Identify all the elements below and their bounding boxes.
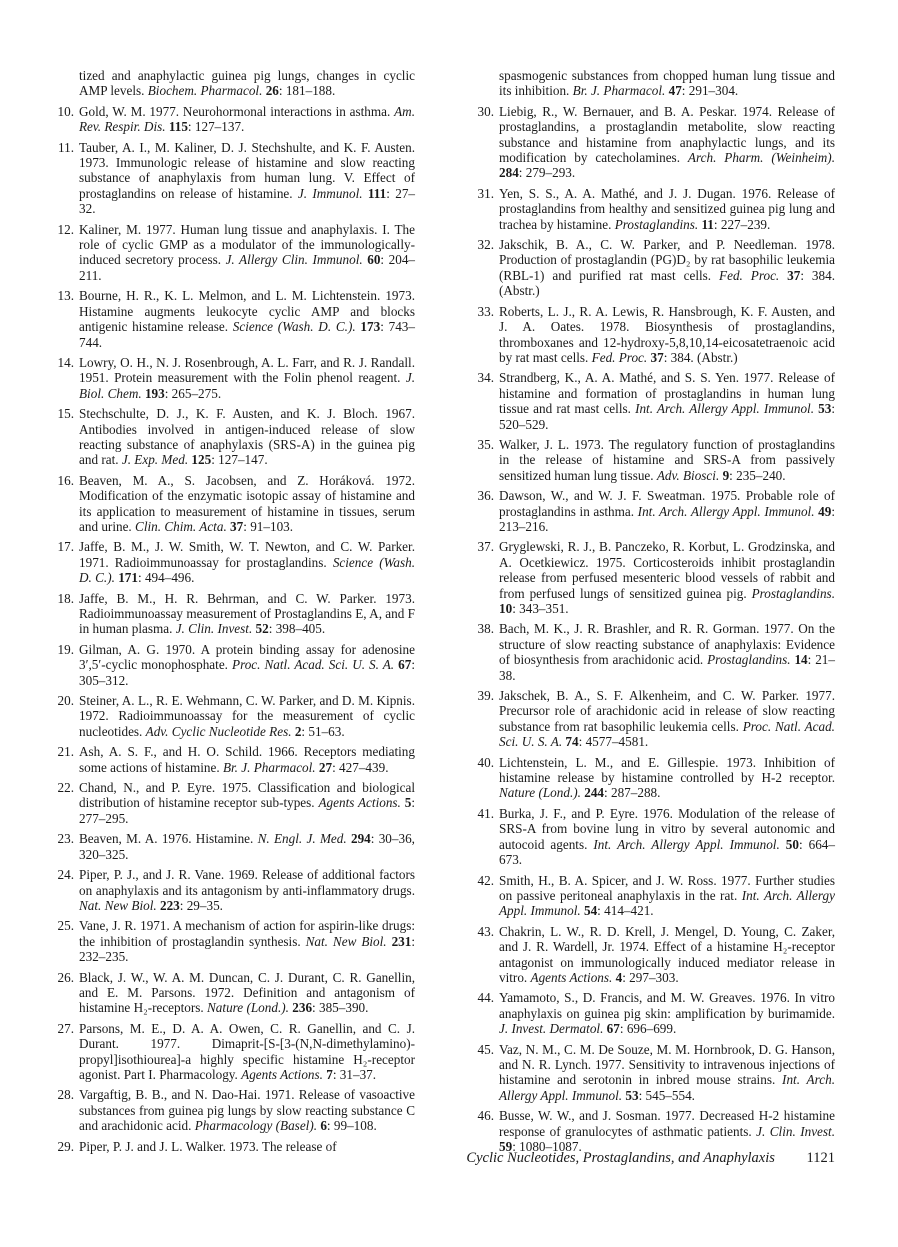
reference-text: Busse, W. W., and J. Sosman. 1977. Decreased H-2 histamine response of granulocytes of asthmatic patients. (499, 1108, 835, 1139)
reference-volume: 67 (398, 657, 412, 673)
reference-volume: 27 (318, 759, 333, 775)
reference-volume: 173 (360, 319, 381, 335)
reference-pages: : 127–137. (187, 119, 245, 135)
reference-number: 18. (57, 590, 74, 606)
reference-text: Parsons, M. E., D. A. A. Owen, C. R. Ganellin, and C. J. Durant. 1977. Dimaprit-[S-[3-(N,N-dimethylamino)-propyl]isothiourea]-a highly specific histamine H₂-receptor agonist. Part I. Pharmacology. (79, 1020, 415, 1082)
reference-journal: N. Engl. J. Med. (257, 831, 347, 847)
reference-pages: : 494–496. (137, 570, 195, 586)
reference-volume: 171 (118, 570, 138, 586)
reference-text: Gilman, A. G. 1970. A protein binding assay for adenosine 3′,5′-cyclic monophosphate. (79, 641, 415, 673)
reference-pages: : 91–103. (243, 518, 294, 534)
reference-journal: Biochem. Pharmacol. (147, 83, 263, 99)
reference-entry (52, 867, 415, 913)
reference-pages: : 696–699. (619, 1021, 677, 1037)
reference-pages: : 297–303. (622, 969, 679, 985)
reference-text: Liebig, R., W. Bernauer, and B. A. Peskar. 1974. Release of prostaglandins, a prostaglandin metabolite, slow reacting substance and histamine from anaphylactic lungs, and its modification by catecholamines. (499, 103, 835, 166)
reference-number: 36. (477, 488, 494, 504)
reference-journal: J. Exp. Med. (121, 452, 189, 468)
reference-pages: : 232–235. (79, 933, 416, 965)
reference-text: Strandberg, K., A. A. Mathé, and S. S. Yen. 1977. Release of histamine and formation of prostaglandins in human lung tissue and rat mast cells. (499, 370, 835, 417)
reference-entry (52, 473, 415, 535)
reference-text: Yamamoto, S., D. Francis, and M. W. Greaves. 1976. In vitro anaphylaxis on guinea pig skin: amplification by burimamide. (499, 990, 835, 1021)
reference-entry (472, 621, 835, 683)
reference-pages: : 1080–1087. (512, 1139, 582, 1154)
reference-journal: Fed. Proc. (591, 349, 648, 365)
reference-journal: Clin. Chim. Acta. (135, 518, 227, 534)
reference-journal: Int. Arch. Allergy Appl. Immunol. (499, 1072, 835, 1103)
reference-journal: Adv. Biosci. (656, 467, 720, 483)
reference-journal: Arch. Pharm. (Weinheim). (687, 150, 835, 166)
reference-journal: Br. J. Pharmacol. (572, 83, 666, 99)
reference-journal: J. Clin. Invest. (175, 621, 253, 637)
reference-pages: : 30–36, 320–325. (79, 831, 415, 862)
reference-journal: Agents Actions. (241, 1066, 323, 1082)
reference-pages: : 743–744. (79, 319, 415, 350)
reference-body (79, 104, 415, 135)
reference-text: Jaffe, B. M., H. R. Behrman, and C. W. Parker. 1973. Radioimmunoassay measurement of Prostaglandins E, A, and F in human plasma. (79, 590, 415, 637)
reference-pages: : 343–351. (512, 601, 569, 616)
reference-body (499, 873, 835, 919)
reference-number: 31. (477, 185, 494, 201)
reference-entry (52, 591, 415, 637)
reference-text: Piper, P. J., and J. R. Vane. 1969. Release of additional factors on anaphylaxis and its antagonism by anti-inflammatory drugs. (79, 867, 415, 898)
reference-volume: 37 (787, 267, 801, 283)
reference-journal: Prostaglandins. (751, 585, 835, 601)
reference-text: Jaffe, B. M., J. W. Smith, W. T. Newton, and C. W. Parker. 1971. Radioimmunoassay for prostaglandins. (79, 539, 415, 570)
reference-journal: Pharmacology (Basel). (194, 1118, 318, 1134)
reference-volume: 115 (168, 119, 188, 135)
reference-journal: Prostaglandins. (707, 652, 791, 668)
reference-entry (472, 806, 835, 868)
running-title: Cyclic Nucleotides, Prostaglandins, and Anaphylaxis (466, 1150, 775, 1166)
reference-entry (472, 924, 835, 986)
reference-entry (472, 437, 835, 483)
reference-journal: Int. Arch. Allergy Appl. Immunol. (593, 836, 780, 852)
reference-pages: : 384. (Abstr.) (663, 349, 738, 365)
reference-journal: Br. J. Pharmacol. (222, 759, 316, 775)
reference-body (79, 222, 415, 284)
reference-body (499, 688, 835, 750)
reference-entry (52, 1021, 415, 1083)
reference-entry (52, 970, 415, 1016)
reference-volume: 50 (785, 836, 799, 852)
reference-volume: 125 (191, 452, 212, 468)
reference-text: Bourne, H. R., K. L. Melmon, and L. M. Lichtenstein. 1973. Histamine augments leukocyte cyclic AMP and blocks antigenic histamine release. (79, 288, 415, 335)
reference-body (79, 744, 415, 775)
reference-text: Beaven, M. A. 1976. Histamine. (79, 831, 258, 847)
reference-number: 44. (477, 990, 494, 1006)
reference-text: Tauber, A. I., M. Kaliner, D. J. Stechshulte, and K. F. Austen. 1973. Immunologic release of histamine and slow reacting substance of anaphylaxis from human lung. V. Effect of prostaglandins on release of histamine. (79, 139, 415, 201)
reference-number: 22. (57, 780, 74, 796)
reference-body (499, 990, 835, 1036)
reference-text: Chand, N., and P. Eyre. 1975. Classification and biological distribution of histamine receptor sub-types. (79, 780, 415, 811)
reference-journal: Int. Arch. Allergy Appl. Immunol. (499, 887, 835, 919)
reference-journal: Science (Wash. D. C.). (232, 319, 356, 335)
reference-text: Dawson, W., and W. J. F. Sweatman. 1975. Probable role of prostaglandins in asthma. (499, 488, 835, 519)
reference-number: 34. (477, 370, 494, 386)
reference-number: 37. (477, 539, 494, 555)
reference-volume: 67 (606, 1021, 620, 1037)
reference-entry (472, 104, 835, 181)
reference-pages: : 385–390. (312, 1000, 369, 1016)
reference-volume: 11 (701, 216, 714, 232)
reference-number: 38. (477, 621, 494, 637)
reference-volume: 53 (818, 401, 832, 417)
reference-pages: : 99–108. (326, 1118, 377, 1134)
reference-entry (472, 873, 835, 919)
reference-number: 10. (57, 103, 74, 119)
reference-body (79, 693, 415, 739)
reference-entry (52, 642, 415, 688)
reference-volume: 59 (499, 1139, 513, 1154)
reference-number: 40. (477, 754, 494, 770)
reference-body (79, 355, 415, 401)
reference-body (79, 867, 415, 913)
reference-volume: 111 (367, 185, 387, 201)
reference-text: Gryglewski, R. J., B. Panczeko, R. Korbut, L. Grodzinska, and A. Ocetkiewicz. 1975. Corticosteroids inhibit prostaglandin release from perfused mesenteric blood vessels of rabbit and from perfused lungs of sensitized guinea pig. (499, 539, 835, 601)
reference-number: 13. (57, 288, 74, 304)
reference-text: Lichtenstein, L. M., and E. Gillespie. 1973. Inhibition of histamine release by histamine controlled by H-2 receptor. (499, 754, 835, 786)
reference-journal: Nat. New Biol. (79, 897, 157, 913)
reference-volume: 6 (320, 1118, 327, 1134)
reference-text: Ash, A. S. F., and H. O. Schild. 1966. Receptors mediating some actions of histamine. (79, 744, 415, 775)
reference-entry (472, 990, 835, 1036)
reference-body (79, 591, 415, 637)
reference-text: Vaz, N. M., C. M. De Souze, M. M. Hornbrook, D. G. Hanson, and N. R. Lynch. 1977. Sensitivity to intravenous injections of histamine and serotonin in inbred mouse strains. (499, 1041, 835, 1088)
reference-body (499, 237, 835, 299)
reference-pages: : 204–211. (79, 252, 416, 283)
reference-journal: Nature (Lond.). (499, 785, 581, 801)
reference-volume: 74 (565, 734, 579, 750)
reference-journal: J. Clin. Invest. (756, 1123, 835, 1139)
reference-entry (472, 237, 835, 299)
page-number: 1121 (806, 1150, 835, 1166)
reference-journal: Proc. Natl. Acad. Sci. U. S. A. (499, 718, 835, 750)
reference-journal: Agents Actions. (530, 969, 613, 985)
reference-pages: : 235–240. (729, 467, 786, 483)
reference-number: 20. (57, 693, 74, 709)
reference-journal: Fed. Proc. (719, 267, 780, 283)
reference-volume: 7 (326, 1066, 333, 1082)
reference-volume: 294 (350, 831, 371, 847)
reference-entry (472, 488, 835, 534)
reference-text: Jakschek, B. A., S. F. Alkenheim, and C. W. Parker. 1977. Precursor role of arachidonic acid in release of slow reacting substance from rat basophilic leukemia cells. (499, 688, 835, 734)
reference-body (79, 642, 415, 688)
reference-text: Burka, J. F., and P. Eyre. 1976. Modulation of the release of SRS-A from bovine lung in vitro by several autonomic and autocoid agents. (499, 805, 835, 852)
reference-journal: Adv. Cyclic Nucleotide Res. (145, 723, 292, 739)
reference-body (499, 186, 835, 232)
reference-journal: Nature (Lond.). (207, 1000, 289, 1016)
reference-journal: Prostaglandins. (614, 216, 699, 232)
reference-entry (52, 222, 415, 284)
reference-pages: : 227–239. (713, 216, 771, 232)
reference-pages: : 545–554. (638, 1087, 695, 1103)
reference-pages: : 305–312. (79, 657, 416, 688)
reference-volume: 223 (159, 897, 180, 913)
reference-journal: Am. Rev. Respir. Dis. (79, 103, 415, 135)
reference-body (79, 288, 415, 350)
reference-volume: 60 (367, 252, 381, 268)
reference-entry (472, 755, 835, 801)
reference-body (499, 1042, 835, 1104)
reference-body (499, 68, 835, 99)
reference-entry (52, 288, 415, 350)
reference-volume: 47 (668, 83, 682, 99)
reference-pages: : 414–421. (597, 903, 654, 919)
reference-body (499, 1108, 835, 1154)
reference-entry (472, 539, 835, 616)
reference-body (79, 831, 415, 862)
reference-volume: 53 (625, 1087, 639, 1103)
reference-entry (52, 539, 415, 585)
reference-body (499, 370, 835, 432)
reference-pages: : 291–304. (681, 83, 739, 99)
reference-body (79, 473, 415, 535)
reference-entry (472, 1108, 835, 1154)
reference-entry (52, 1087, 415, 1133)
reference-text: Smith, H., B. A. Spicer, and J. W. Ross. 1977. Further studies on passive peritoneal anaphylaxis in the rat. (499, 872, 835, 903)
reference-number: 33. (477, 303, 494, 319)
reference-body (499, 437, 835, 483)
reference-journal: Int. Arch. Allergy Appl. Immunol. (635, 401, 815, 417)
reference-entry (52, 693, 415, 739)
reference-body (499, 621, 835, 683)
reference-volume: 49 (818, 503, 832, 519)
reference-number: 39. (477, 688, 494, 704)
reference-text: Bach, M. K., J. R. Brashler, and R. R. Gorman. 1977. On the structure of slow reacting substance of anaphylaxis: Evidence of biosynthesis from arachidonic acid. (499, 621, 835, 668)
reference-pages: : 277–295. (79, 795, 415, 826)
reference-volume: 4 (615, 969, 623, 985)
reference-number: 28. (57, 1087, 74, 1103)
reference-number: 32. (477, 237, 494, 253)
reference-text: tized and anaphylactic guinea pig lungs, changes in cyclic AMP levels. (79, 68, 415, 99)
reference-body (499, 104, 835, 181)
reference-number: 41. (477, 805, 494, 821)
reference-entry (52, 68, 415, 99)
reference-volume: 244 (584, 785, 605, 801)
reference-number: 21. (57, 744, 74, 760)
reference-volume: 231 (391, 933, 412, 949)
reference-volume: 9 (722, 467, 730, 483)
reference-number: 46. (477, 1108, 494, 1124)
reference-pages: : 664–673. (499, 836, 835, 868)
reference-text: Vane, J. R. 1971. A mechanism of action for aspirin-like drugs: the inhibition of prostaglandin synthesis. (79, 918, 415, 949)
reference-text: Yen, S. S., A. A. Mathé, and J. J. Dugan. 1976. Release of prostaglandins from healthy and sensitized guinea pig lung and trachea by histamine. (499, 185, 835, 232)
reference-journal: Proc. Natl. Acad. Sci. U. S. A. (232, 657, 395, 673)
reference-pages: : 21–38. (499, 652, 835, 683)
reference-entry (52, 104, 415, 135)
reference-number: 24. (57, 867, 74, 883)
reference-column-left (52, 68, 415, 1159)
reference-body (499, 488, 835, 534)
reference-pages: : 181–188. (278, 83, 336, 99)
reference-text: Chakrin, L. W., R. D. Krell, J. Mengel, D. Young, C. Zaker, and J. R. Wardell, Jr. 1974. Effect of a histamine H₂-receptor antagonist on immunologically induced mediator release in vitro. (499, 923, 835, 985)
reference-text: Stechschulte, D. J., K. F. Austen, and K. J. Bloch. 1967. Antibodies involved in antigen-induced release of slow reacting substance of anaphylaxis (SRS-A) in the guinea pig and rat. (79, 406, 415, 468)
reference-number: 25. (57, 918, 74, 934)
reference-text: Piper, P. J. and J. L. Walker. 1973. The release of (79, 1138, 337, 1154)
reference-text: Beaven, M. A., S. Jacobsen, and Z. Horáková. 1972. Modification of the enzymatic isotopic assay of histamine and its application to measurement of histamine in tissues, serum and urine. (79, 472, 415, 534)
reference-volume: 5 (404, 795, 412, 811)
reference-entry (52, 780, 415, 826)
reference-number: 42. (477, 872, 494, 888)
reference-pages: : 27–32. (79, 185, 416, 217)
reference-number: 23. (57, 831, 74, 847)
reference-text: Walker, J. L. 1973. The regulatory function of prostaglandins in the release of histamine and SRS-A from passively sensitized human lung tissue. (499, 436, 835, 483)
reference-body (79, 539, 415, 585)
reference-text: Lowry, O. H., N. J. Rosenbrough, A. L. Farr, and R. J. Randall. 1951. Protein measurement with the Folin phenol reagent. (79, 354, 415, 386)
reference-entry (52, 918, 415, 964)
reference-body (499, 539, 835, 616)
reference-pages: : 520–529. (499, 401, 836, 432)
reference-body (499, 755, 835, 801)
reference-number: 26. (57, 969, 74, 985)
reference-number: 45. (477, 1041, 494, 1057)
reference-pages: : 51–63. (301, 723, 345, 739)
reference-body (499, 924, 835, 986)
reference-pages: : 279–293. (518, 165, 576, 181)
reference-journal: Science (Wash. D. C.). (79, 554, 415, 586)
reference-pages: : 29–35. (179, 897, 223, 913)
reference-pages: : 213–216. (499, 503, 835, 534)
reference-body (499, 304, 835, 366)
reference-journal: Int. Arch. Allergy Appl. Immunol. (637, 503, 815, 519)
reference-entry (52, 355, 415, 401)
reference-number: 19. (57, 641, 74, 657)
reference-body (79, 780, 415, 826)
reference-entry (52, 831, 415, 862)
reference-entry (472, 1042, 835, 1104)
reference-body (79, 918, 415, 964)
reference-body (499, 806, 835, 868)
reference-body (79, 1021, 415, 1083)
reference-journal: Nat. New Biol. (305, 933, 387, 949)
reference-column-right (472, 68, 835, 1159)
reference-text: Gold, W. M. 1977. Neurohormonal interactions in asthma. (79, 103, 395, 119)
reference-number: 17. (57, 539, 74, 555)
reference-number: 27. (57, 1020, 74, 1036)
reference-entry (472, 370, 835, 432)
reference-journal: Agents Actions. (318, 795, 401, 811)
reference-journal: J. Biol. Chem. (79, 370, 415, 401)
reference-journal: J. Immunol. (297, 185, 363, 201)
reference-text: Jakschik, B. A., C. W. Parker, and P. Needleman. 1978. Production of prostaglandin (PG)D₂ by rat basophilic leukemia (RBL-1) and purified rat mast cells. (499, 237, 835, 283)
reference-text: Vargaftig, B. B., and N. Dao-Hai. 1971. Release of vasoactive substances from guinea pig lungs by slow reacting substance C and arachidonic acid. (79, 1087, 415, 1134)
reference-volume: 193 (144, 385, 165, 401)
reference-text: spasmogenic substances from chopped human lung tissue and its inhibition. (499, 68, 835, 99)
reference-number: 30. (477, 103, 494, 119)
reference-body (79, 970, 415, 1016)
reference-entry (52, 140, 415, 217)
reference-pages: : 287–288. (604, 785, 661, 801)
reference-text: Steiner, A. L., R. E. Wehmann, C. W. Parker, and D. M. Kipnis. 1972. Radioimmunoassay for the measurement of cyclic nucleotides. (79, 693, 415, 739)
reference-volume: 37 (650, 349, 664, 365)
reference-volume: 54 (583, 903, 598, 919)
reference-number: 29. (57, 1138, 74, 1154)
page-footer (52, 1150, 835, 1167)
reference-entry (472, 304, 835, 366)
reference-entry (52, 744, 415, 775)
reference-body (79, 68, 415, 99)
reference-volume: 14 (794, 652, 808, 668)
reference-volume: 284 (499, 165, 519, 181)
reference-pages: : 31–37. (332, 1066, 377, 1082)
reference-text: Roberts, L. J., R. A. Lewis, R. Hansbrough, K. F. Austen, and J. A. Oates. 1978. Biosynthesis of prostaglandins, thromboxanes and 12-hydroxy-5,8,10,14-eicosatetraenoic acid by rat mast cells. (499, 303, 835, 365)
reference-number: 14. (57, 354, 74, 370)
reference-body (79, 406, 415, 468)
reference-pages: : 427–439. (332, 759, 389, 775)
reference-pages: : 398–405. (268, 621, 326, 637)
reference-pages: : 265–275. (164, 385, 222, 401)
reference-body (79, 140, 415, 217)
reference-entry (472, 186, 835, 232)
reference-journal: J. Allergy Clin. Immunol. (225, 252, 363, 268)
reference-volume: 26 (265, 83, 279, 99)
reference-entry (472, 68, 835, 99)
reference-entry (472, 688, 835, 750)
reference-number: 12. (57, 221, 74, 237)
reference-pages: : 127–147. (211, 452, 268, 468)
reference-number: 16. (57, 472, 74, 488)
reference-text: Kaliner, M. 1977. Human lung tissue and anaphylaxis. I. The role of cyclic GMP as a modulator of the immunologically-induced secretory process. (79, 221, 415, 268)
reference-volume: 37 (230, 518, 244, 534)
reference-pages: : 4577–4581. (578, 734, 649, 750)
reference-volume: 236 (292, 1000, 313, 1016)
reference-volume: 52 (255, 621, 269, 637)
reference-body (79, 1087, 415, 1133)
reference-text: Black, J. W., W. A. M. Duncan, C. J. Durant, C. R. Ganellin, and E. M. Parsons. 1972. Definition and antagonism of histamine H₂-receptors. (79, 969, 415, 1016)
reference-entry (52, 406, 415, 468)
reference-number: 35. (477, 436, 494, 452)
reference-number: 43. (477, 923, 494, 939)
reference-number: 11. (58, 139, 74, 155)
reference-number: 15. (57, 406, 74, 422)
reference-volume: 10 (499, 601, 513, 616)
reference-pages: : 384. (Abstr.) (499, 267, 836, 299)
reference-volume: 2 (294, 723, 302, 739)
reference-journal: J. Invest. Dermatol. (499, 1021, 604, 1037)
